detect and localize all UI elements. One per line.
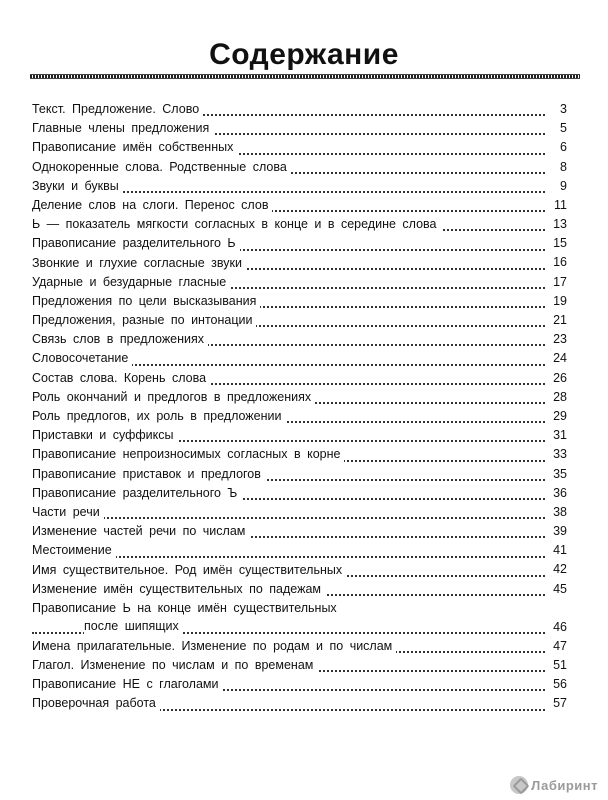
toc-page-number: 47	[545, 637, 567, 656]
toc-entry	[32, 484, 567, 503]
toc-entry	[32, 292, 567, 311]
toc-entry-title: Деление слов на слоги. Перенос слов	[32, 196, 272, 215]
toc-entry-title: Предложения, разные по интонации	[32, 311, 256, 330]
toc-entry-title: Предложения по цели высказывания	[32, 292, 260, 311]
toc-page-number: 51	[545, 656, 567, 675]
toc-entry	[32, 311, 567, 330]
toc-page-number: 42	[545, 560, 567, 579]
table-of-contents	[32, 100, 567, 714]
toc-entry-title: Правописание приставок и предлогов	[32, 465, 265, 484]
toc-page-number: 56	[545, 675, 567, 694]
toc-entry-title: Правописание непроизносимых согласных в корне	[32, 445, 344, 464]
toc-page-number: 6	[545, 138, 567, 157]
toc-entry	[32, 522, 567, 541]
toc-entry	[32, 234, 567, 253]
toc-entry	[32, 215, 567, 234]
toc-entry-title: Текст. Предложение. Слово	[32, 100, 203, 119]
toc-page-number: 16	[545, 253, 567, 272]
toc-entry	[32, 426, 567, 445]
toc-page-number: 17	[545, 273, 567, 292]
toc-page-number: 31	[545, 426, 567, 445]
toc-entry-title: Глагол. Изменение по числам и по временам	[32, 656, 317, 675]
toc-entry-title: Правописание НЕ с глаголами	[32, 675, 222, 694]
toc-entry	[32, 599, 567, 637]
toc-entry-title: Правописание разделительного Ь	[32, 234, 240, 253]
toc-entry-title: Части речи	[32, 503, 104, 522]
toc-entry-title: Словосочетание	[32, 349, 132, 368]
toc-page-number: 38	[545, 503, 567, 522]
toc-entry-title: Однокоренные слова. Родственные слова	[32, 158, 291, 177]
toc-page-number: 19	[545, 292, 567, 311]
toc-entry	[32, 465, 567, 484]
toc-page-number: 41	[545, 541, 567, 560]
toc-page-number: 11	[545, 196, 567, 215]
toc-entry	[32, 561, 567, 580]
toc-page-number: 33	[545, 445, 567, 464]
toc-entry-title: Состав слова. Корень слова	[32, 369, 210, 388]
toc-page-number: 26	[545, 369, 567, 388]
toc-entry-title: Правописание имён собственных	[32, 138, 237, 157]
dot-leader	[32, 517, 545, 519]
toc-entry	[32, 503, 567, 522]
toc-entry-title: Имя существительное. Род имён существительных	[32, 561, 346, 580]
watermark	[510, 776, 598, 794]
toc-page-number: 35	[545, 465, 567, 484]
toc-entry-title: Правописание разделительного Ъ	[32, 484, 241, 503]
toc-entry	[32, 158, 567, 177]
title-divider	[30, 74, 580, 79]
toc-entry-title: Роль предлогов, их роль в предложении	[32, 407, 286, 426]
toc-entry-title: Ь — показатель мягкости согласных в конце и в середине слова	[32, 215, 441, 234]
toc-page-number: 28	[545, 388, 567, 407]
toc-entry-title: Ударные и безударные гласные	[32, 273, 230, 292]
labirint-logo-icon	[510, 776, 528, 794]
toc-entry	[32, 388, 567, 407]
toc-page-number: 45	[545, 580, 567, 599]
toc-page-number: 21	[545, 311, 567, 330]
toc-page-number: 13	[545, 215, 567, 234]
toc-entry-title: Звуки и буквы	[32, 177, 123, 196]
toc-page-number: 57	[545, 694, 567, 713]
toc-entry-title: Имена прилагательные. Изменение по родам и по числам	[32, 637, 396, 656]
toc-page-number: 24	[545, 349, 567, 368]
toc-entry	[32, 675, 567, 694]
page-title: Содержание	[209, 38, 399, 71]
toc-entry	[32, 541, 567, 560]
toc-entry	[32, 369, 567, 388]
toc-entry	[32, 100, 567, 119]
toc-entry	[32, 119, 567, 138]
toc-entry	[32, 694, 567, 713]
watermark-text: Лабиринт	[531, 777, 598, 793]
toc-entry	[32, 196, 567, 215]
toc-page-number: 46	[545, 618, 567, 637]
toc-entry-title-continued: после шипящих	[84, 617, 183, 636]
toc-page-number: 23	[545, 330, 567, 349]
toc-entry	[32, 445, 567, 464]
toc-entry-title: Звонкие и глухие согласные звуки	[32, 254, 246, 273]
toc-entry-title: Приставки и суффиксы	[32, 426, 177, 445]
toc-entry	[32, 580, 567, 599]
toc-entry	[32, 349, 567, 368]
toc-entry-title: Изменение имён существительных по падежам	[32, 580, 325, 599]
toc-page-number: 9	[545, 177, 567, 196]
toc-page-number: 8	[545, 158, 567, 177]
toc-entry-title: Главные члены предложения	[32, 119, 213, 138]
toc-entry	[32, 637, 567, 656]
toc-entry-title: Местоимение	[32, 541, 116, 560]
toc-entry	[32, 273, 567, 292]
toc-entry-title: Связь слов в предложениях	[32, 330, 208, 349]
toc-entry	[32, 656, 567, 675]
toc-entry	[32, 407, 567, 426]
toc-entry	[32, 138, 567, 157]
toc-entry	[32, 254, 567, 273]
toc-page-number: 39	[545, 522, 567, 541]
toc-page-number: 5	[545, 119, 567, 138]
toc-page-number: 36	[545, 484, 567, 503]
toc-entry	[32, 330, 567, 349]
toc-page-number: 15	[545, 234, 567, 253]
toc-entry-title: Роль окончаний и предлогов в предложениях	[32, 388, 315, 407]
toc-entry-title: Изменение частей речи по числам	[32, 522, 249, 541]
toc-page-number: 3	[545, 100, 567, 119]
toc-entry-title: Правописание Ь на конце имён существительных	[32, 599, 341, 618]
toc-page-number: 29	[545, 407, 567, 426]
toc-entry	[32, 177, 567, 196]
toc-entry-title: Проверочная работа	[32, 694, 160, 713]
